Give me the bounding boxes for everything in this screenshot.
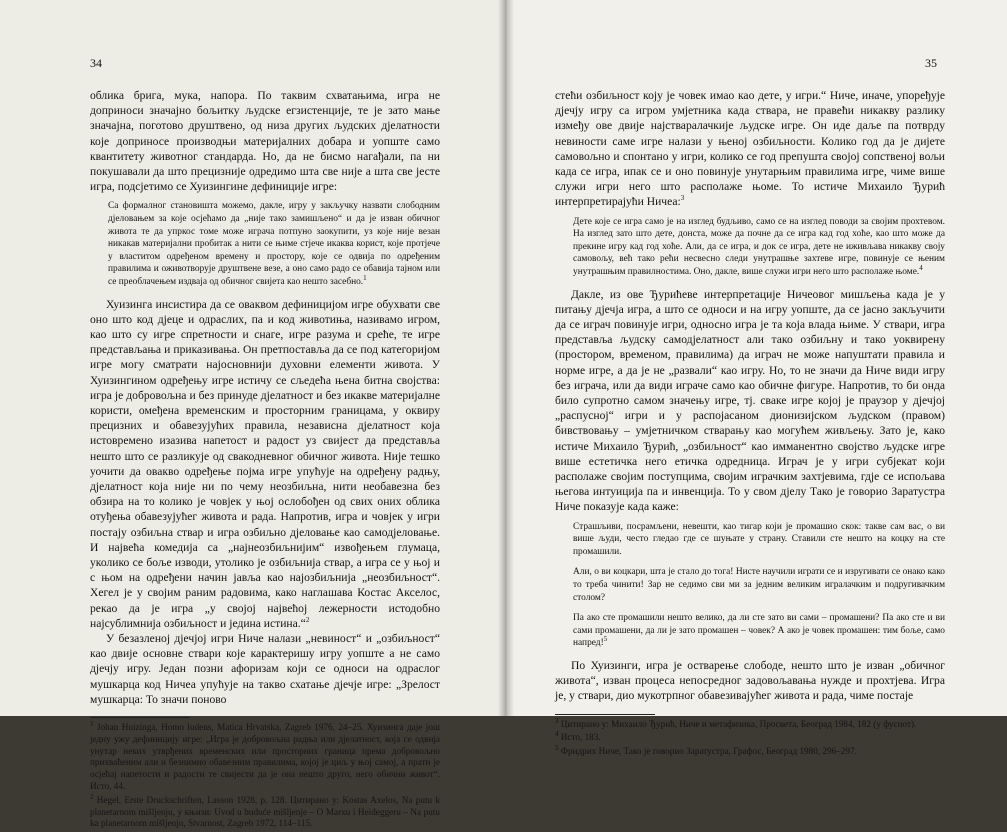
footnote-number: 5 — [555, 744, 559, 753]
footnote-text: Hegel, Erste Druckschriften, Lasson 1928, p. 128. Цитирано у: Kostas Axelos, Na putu k planetarnom mišljenju, у књизи: Uvod u buduće mišljenje – O Marxu i Heideggeru – Na putu ka planetarnom mišljenju, Stvarnost, Zagreb 1972, 114–115. — [90, 794, 440, 829]
book-spine — [498, 0, 514, 716]
footnote-divider — [90, 717, 190, 718]
body-paragraph — [90, 297, 440, 631]
block-quote — [573, 216, 945, 279]
footnote-ref: 1 — [363, 273, 367, 282]
footnote-text: Фридрих Ниче, Тако је говорио Заратустра, Графос, Београд 1980, 296–297. — [560, 746, 857, 757]
block-quote — [573, 612, 945, 650]
body-paragraph: облика брига, мука, напора. По таквим схватањима, игра не доприноси значајно бољитку људске егзистенције, те је зато мање значајна, поготово друштвено, од низа других људских дјелатности које доприносе производњи материјалних добара и уопште само квантитету животног стандарда. Но, да не бисмо нагађали, па ни покушавали да што прецизније одредимо шта све није а шта све јесте игра, подсјетимо се Хуизингине дефиниције игре: — [90, 89, 440, 194]
footnote-number: 2 — [90, 792, 94, 801]
footnote-ref: 2 — [305, 615, 310, 624]
footnote-ref: 5 — [603, 635, 608, 644]
footnote-number: 3 — [555, 716, 559, 725]
page-number: 34 — [90, 56, 102, 70]
body-paragraph: Дакле, из ове Ђурићеве интерпретације Ничеовог мишљења када је у питању дјечја игра, а што се односи и на игру уопште, да се јасно закључити да се играч повинује игри, односно игра је та која влада њиме. У ствари, игра представља људску самодјелатност али тако озбиљну и тако уоквирену (простором, временом, правилима) да играч не може напуштати правила и норме игре, а да је не „развали“ као игру. Но, то не значи да Ниче види игру без играча, или да види играче само као обичне фигуре. Напротив, то би онда било супротно самом значењу игре, тј. сваке игре којој је праузор у дјечјој „распусној“ игри и у распојасаном дионизијском људском (правом) бивствовању – умјетничком стварању као могућем живљењу. Зато је, како истиче Михаило Ђурић, „озбиљност“ као имманентно својство људске игре више естетичка него етичка одредница. Играч је у игри субјекат који располаже својим поступцима, својим играчким захтјевима, гдје се испољава његова интуиција па и инвенција. То у свом дјелу Тако је говорио Заратустра Ниче показује када каже: — [555, 287, 945, 514]
footnote-divider — [555, 714, 655, 715]
body-paragraph — [555, 88, 945, 210]
footnote-ref: 3 — [680, 194, 685, 203]
right-text-block — [555, 88, 945, 760]
block-quote — [108, 200, 440, 288]
block-quote: Али, о ви коцкари, шта је стало до тога! Нисте научили играти се и изругивати се онако како то треба чинити! Зар не седимо сви ми за једним великим игралачким и подругивачким столом? — [573, 567, 945, 603]
quote-text: Па ако сте промашили нешто велико, да ли сте зато ви сами – промашени? Па ако сте и ви сами промашени, да ли је зато промашен – човек? А ако је човек промашен: тим боље, само напред! — [573, 613, 945, 649]
quote-text: Са формалног становишта можемо, дакле, игру у закључку назвати слободним дјеловањем за које осјећамо да „није тако замишљено“ и да је изван обичног живота те да упркос томе може играча потпуно заокупити, уз које није везан никакав материјални пробитак а нити се њиме стјече икаква корист, које протјече у властитом одређеном времену и простору, које се одвија по одређеним правилима и оживотворује друштвене везе, а оно само радо се обавија тајном или се преоблачењем издваја од обичног свијета као нешто засебно. — [108, 201, 440, 287]
page-number: 35 — [925, 56, 937, 70]
right-page — [505, 0, 1007, 757]
quote-text: Дете које се игра само је на изглед будљиво, само се на изглед поводи за својим прохтевом. На изглед зато што дете, донста, може да почне да се игра кад год хоће, као што може да прекине игру кад год хоће. Али, да се игра, и док се игра, дете не иживљава никакву своју самовољу, већ тако рећи несвесно следи унутрашње захтеве игре, повинује се њеним унутрашњим правилностима. Оно, дакле, више служи игри него што располаже њоме. — [573, 216, 945, 277]
footnote — [90, 792, 440, 830]
footnote-text: Исто, 183. — [560, 732, 601, 743]
paragraph-text: Хуизинга инсистира да се оваквом дефиницијом игре обухвати све оно што код дјеце и одраслих, па и код животиња, називамо игром, као што су игре спретности и снаге, игре разума и среће, те игре представљања и приказивања. Он претпоставља да се под категоријом игре могу сматрати најосновнији духовни елементи живота. У Хуизингином одређењу игре истичу се сљедећа њена битна својства: игра је добровољна и без принуде дјелатност и без икакве материјалне користи, омеђена временским и просторним границама, у оквиру прецизних и обавезујућих правила, независна дјелатност која истовремено изазива напетост и радост уз свијест да представља нешто што се разликује од свакодневног обичног живота. Није тешко уочити да овакво одређење појма игре упућује на одређену радњу, дјелатност која није ни по чему неозбиљна, нити необавезна без обзира на то колико је човјек у њој ослобођен од свих оних облика отуђења обавезујућег живота и рада. Напротив, игра и човјек у игри постају озбиљна ствар и игра озбиљно дјеловање као самодјеловање. И највећа комедија са „најнеозбиљнијим“ извођењем глумаца, уколико се боље изводи, утолико је озбиљнија ствар, а игра се у њој и с њом на одређени начин јавља као најозбиљнија „неозбиљност“. Хегел је у својим раним радовима, како наглашава Костас Акселос, рекао да је игра „у својој највећој лежерности истодобно најсублимнија озбиљност и једина истина.“ — [90, 297, 440, 630]
block-quote: Страшљиви, посрамљени, невешти, као тигар који је промашио скок: такве сам вас, о ви више људи, често гледао где се шуњате у страну. Ставили сте нешто на коцку на сте промашили. — [573, 521, 945, 557]
left-text-block — [90, 88, 440, 832]
footnote — [555, 732, 945, 744]
footnote-number: 4 — [555, 730, 559, 739]
footnote-text: Johan Huizinga, Homo ludens, Matica Hrvatska, Zagreb 1976, 24–25. Хуизинга даје још једну ужу дефиницију игре: „Игра је добровољна радња или дјелатност, која се одвија унутар неких утврђених временских или просторних граница према добровољно прихваћеним али и безнимно обавезним правилима, којој је циљ у њој самој, а прати је осјећај напетости и радости те свијести да је она нешто друго, него обични живот“. Исто, 44. — [90, 722, 440, 792]
left-page — [0, 0, 505, 829]
footnote-number: 1 — [90, 720, 94, 728]
paragraph-text: стећи озбиљност коју је човек имао као дете, у игри.“ Ниче, иначе, упоређује дјечју игру са игром умјетника када ствара, не правећи никакву разлику између ове двије најстваралачкије људске игре. Он иде даље па потврду невиности саме игре налази у њеној озбиљности. Колико год да је дијете самовољно и спонтано у игри, колико се год препушта својој сопственој вољи када се игра, ипак се и оно повинује унутарњим правилима игре, чиме више служи игри него што располаже њоме. То истиче Михаило Ђурић интерпретирајући Ничеа: — [555, 89, 945, 209]
footnote — [555, 716, 945, 731]
footnote-text: Цитирано у: Михаило Ђурић, Ниче и метафизика, Просвета, Београд 1984, 182 (у фуснот). — [560, 718, 917, 729]
footnote-ref: 4 — [919, 263, 923, 272]
footnote — [90, 722, 440, 793]
footnote — [555, 746, 945, 758]
body-paragraph: У безазленој дјечјој игри Ниче налази „невиност“ и „озбиљност“ као двије основне ствари које карактеришу игру уопште а не само дјечју игру. Један позни афоризам који се односи на одраслог мушкарца код Ничеа упућује на такво схатање дјечје игре: „Зрелост мушкарца: То значи поново — [90, 632, 440, 706]
body-paragraph: По Хуизинги, игра је остварење слободе, нешто што је изван „обичног живота“, изван процеса непосредног задовољавања нужде и прохтјева. Игра је, у ствари, дио мукотрпног обавезивајућег живота и рада, чиме постаје — [555, 658, 945, 703]
